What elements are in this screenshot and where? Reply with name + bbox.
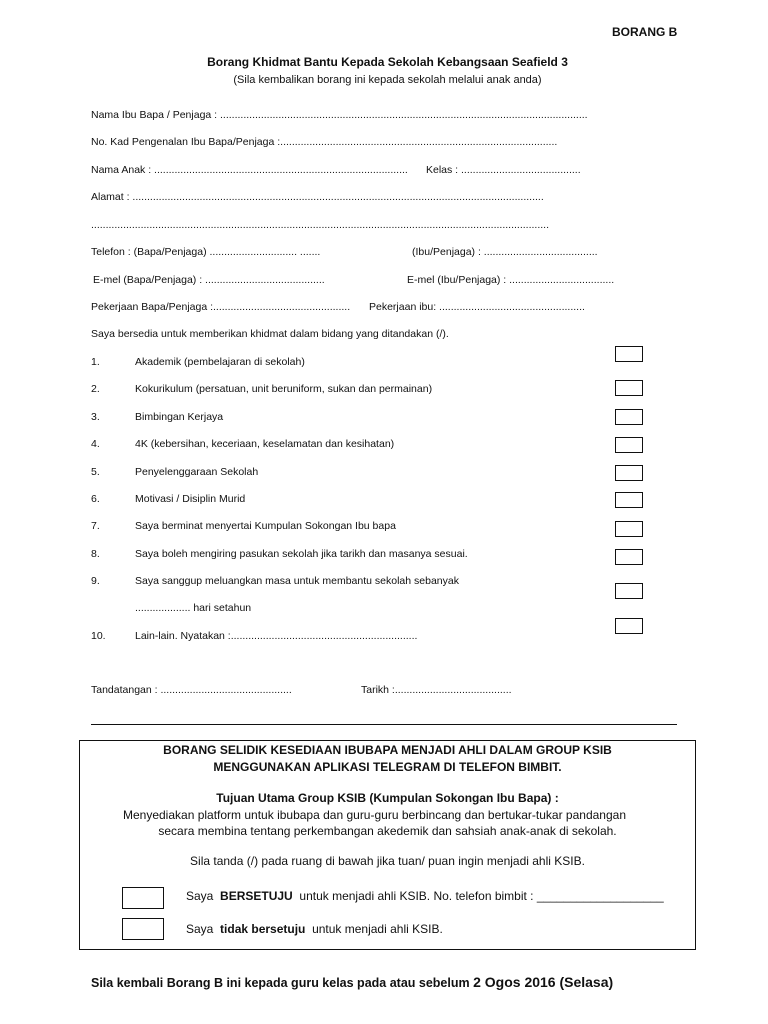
agree-checkbox[interactable] (122, 887, 164, 909)
agree-prefix: Saya (186, 889, 214, 903)
disagree-text (186, 922, 443, 936)
service-checkbox-6[interactable] (615, 492, 643, 508)
service-num-7: 7. (91, 520, 100, 532)
service-num-6: 6. (91, 493, 100, 505)
parent-name-field[interactable]: Nama Ibu Bapa / Penjaga : .............................................................................................................................. (91, 109, 588, 121)
service-checkbox-5[interactable] (615, 465, 643, 481)
service-checkbox-2[interactable] (615, 380, 643, 396)
service-label-6: Motivasi / Disiplin Murid (135, 493, 246, 505)
child-name-field[interactable]: Nama Anak : ....................................................................................... (91, 164, 408, 176)
service-label-4: 4K (kebersihan, keceriaan, keselamatan dan kesihatan) (135, 438, 395, 450)
job-father-field[interactable]: Pekerjaan Bapa/Penjaga :............................................... (91, 301, 351, 313)
footer-deadline: 2 Ogos 2016 (Selasa) (473, 974, 614, 990)
service-label-10[interactable]: Lain-lain. Nyatakan :................................................................ (135, 630, 418, 642)
email-mother-field[interactable]: E-mel (Ibu/Penjaga) : .................................... (407, 274, 615, 286)
service-num-9: 9. (91, 575, 100, 587)
form-subtitle: (Sila kembalikan borang ini kepada sekolah melalui anak anda) (233, 74, 542, 86)
service-9-days-field[interactable]: ................... hari setahun (135, 602, 252, 614)
service-label-3: Bimbingan Kerjaya (135, 411, 224, 423)
service-label-5: Penyelenggaraan Sekolah (135, 466, 259, 478)
service-num-5: 5. (91, 466, 100, 478)
signature-field[interactable]: Tandatangan : ............................................. (91, 684, 292, 696)
service-num-10: 10. (91, 630, 106, 642)
survey-title-line-1: BORANG SELIDIK KESEDIAAN IBUBAPA MENJADI AHLI DALAM GROUP KSIB (163, 743, 612, 757)
service-checkbox-3[interactable] (615, 409, 643, 425)
address-field-1[interactable]: Alamat : ............................................................................................................................................. (91, 191, 544, 203)
service-checkbox-9[interactable] (615, 583, 643, 599)
service-label-7: Saya berminat menyertai Kumpulan Sokongan Ibu bapa (135, 520, 396, 532)
job-mother-field[interactable]: Pekerjaan ibu: .................................................. (369, 301, 585, 313)
footer-note (91, 974, 613, 990)
survey-instruction: Sila tanda (/) pada ruang di bawah jika tuan/ puan ingin menjadi ahli KSIB. (190, 854, 585, 868)
phone-father-field[interactable]: Telefon : (Bapa/Penjaga) .............................. ....... (91, 246, 321, 258)
disagree-bold: tidak bersetuju (220, 922, 306, 936)
agree-text (186, 889, 664, 903)
service-label-9: Saya sanggup meluangkan masa untuk membantu sekolah sebanyak (135, 575, 459, 587)
service-checkbox-4[interactable] (615, 437, 643, 453)
survey-purpose-line-1: Menyediakan platform untuk ibubapa dan guru-guru berbincang dan bertukar-tukar pandangan (122, 808, 626, 822)
service-label-8: Saya boleh mengiring pasukan sekolah jika tarikh dan masanya sesuai. (135, 548, 468, 560)
address-field-2[interactable]: ............................................................................................................................................................. (91, 219, 550, 231)
form-title: Borang Khidmat Bantu Kepada Sekolah Kebangsaan Seafield 3 (207, 55, 568, 69)
phone-mother-field[interactable]: (Ibu/Penjaga) : ....................................... (412, 246, 598, 258)
form-code: BORANG B (612, 25, 678, 39)
disagree-suffix: untuk menjadi ahli KSIB. (312, 922, 443, 936)
parent-ic-field[interactable]: No. Kad Pengenalan Ibu Bapa/Penjaga :............................................................................................... (91, 136, 558, 148)
disagree-prefix: Saya (186, 922, 214, 936)
service-num-1: 1. (91, 356, 100, 368)
service-label-2: Kokurikulum (persatuan, unit beruniform, sukan dan permainan) (135, 383, 433, 395)
agree-bold: BERSETUJU (220, 889, 293, 903)
footer-text: Sila kembali Borang B ini kepada guru kelas pada atau sebelum (91, 976, 470, 990)
service-num-8: 8. (91, 548, 100, 560)
survey-title-line-2: MENGGUNAKAN APLIKASI TELEGRAM DI TELEFON BIMBIT. (213, 760, 562, 774)
service-checkbox-8[interactable] (615, 549, 643, 565)
service-num-4: 4. (91, 438, 100, 450)
email-father-field[interactable]: E-mel (Bapa/Penjaga) : ......................................... (93, 274, 325, 286)
service-num-2: 2. (91, 383, 100, 395)
service-intro: Saya bersedia untuk memberikan khidmat dalam bidang yang ditandakan (/). (91, 328, 449, 340)
service-checkbox-7[interactable] (615, 521, 643, 537)
service-checkbox-1[interactable] (615, 346, 643, 362)
survey-purpose-line-2: secara membina tentang perkembangan akedemik dan sahsiah anak-anak di sekolah. (158, 824, 617, 838)
service-checkbox-10[interactable] (615, 618, 643, 634)
disagree-checkbox[interactable] (122, 918, 164, 940)
service-num-3: 3. (91, 411, 100, 423)
date-field[interactable]: Tarikh :........................................ (361, 684, 512, 696)
class-field[interactable]: Kelas : ......................................... (426, 164, 581, 176)
service-label-1: Akademik (pembelajaran di sekolah) (135, 356, 305, 368)
agree-suffix: untuk menjadi ahli KSIB. No. telefon bimbit : ___________________ (299, 889, 664, 903)
section-divider (91, 724, 677, 725)
survey-purpose-title: Tujuan Utama Group KSIB (Kumpulan Sokongan Ibu Bapa) : (216, 791, 559, 805)
